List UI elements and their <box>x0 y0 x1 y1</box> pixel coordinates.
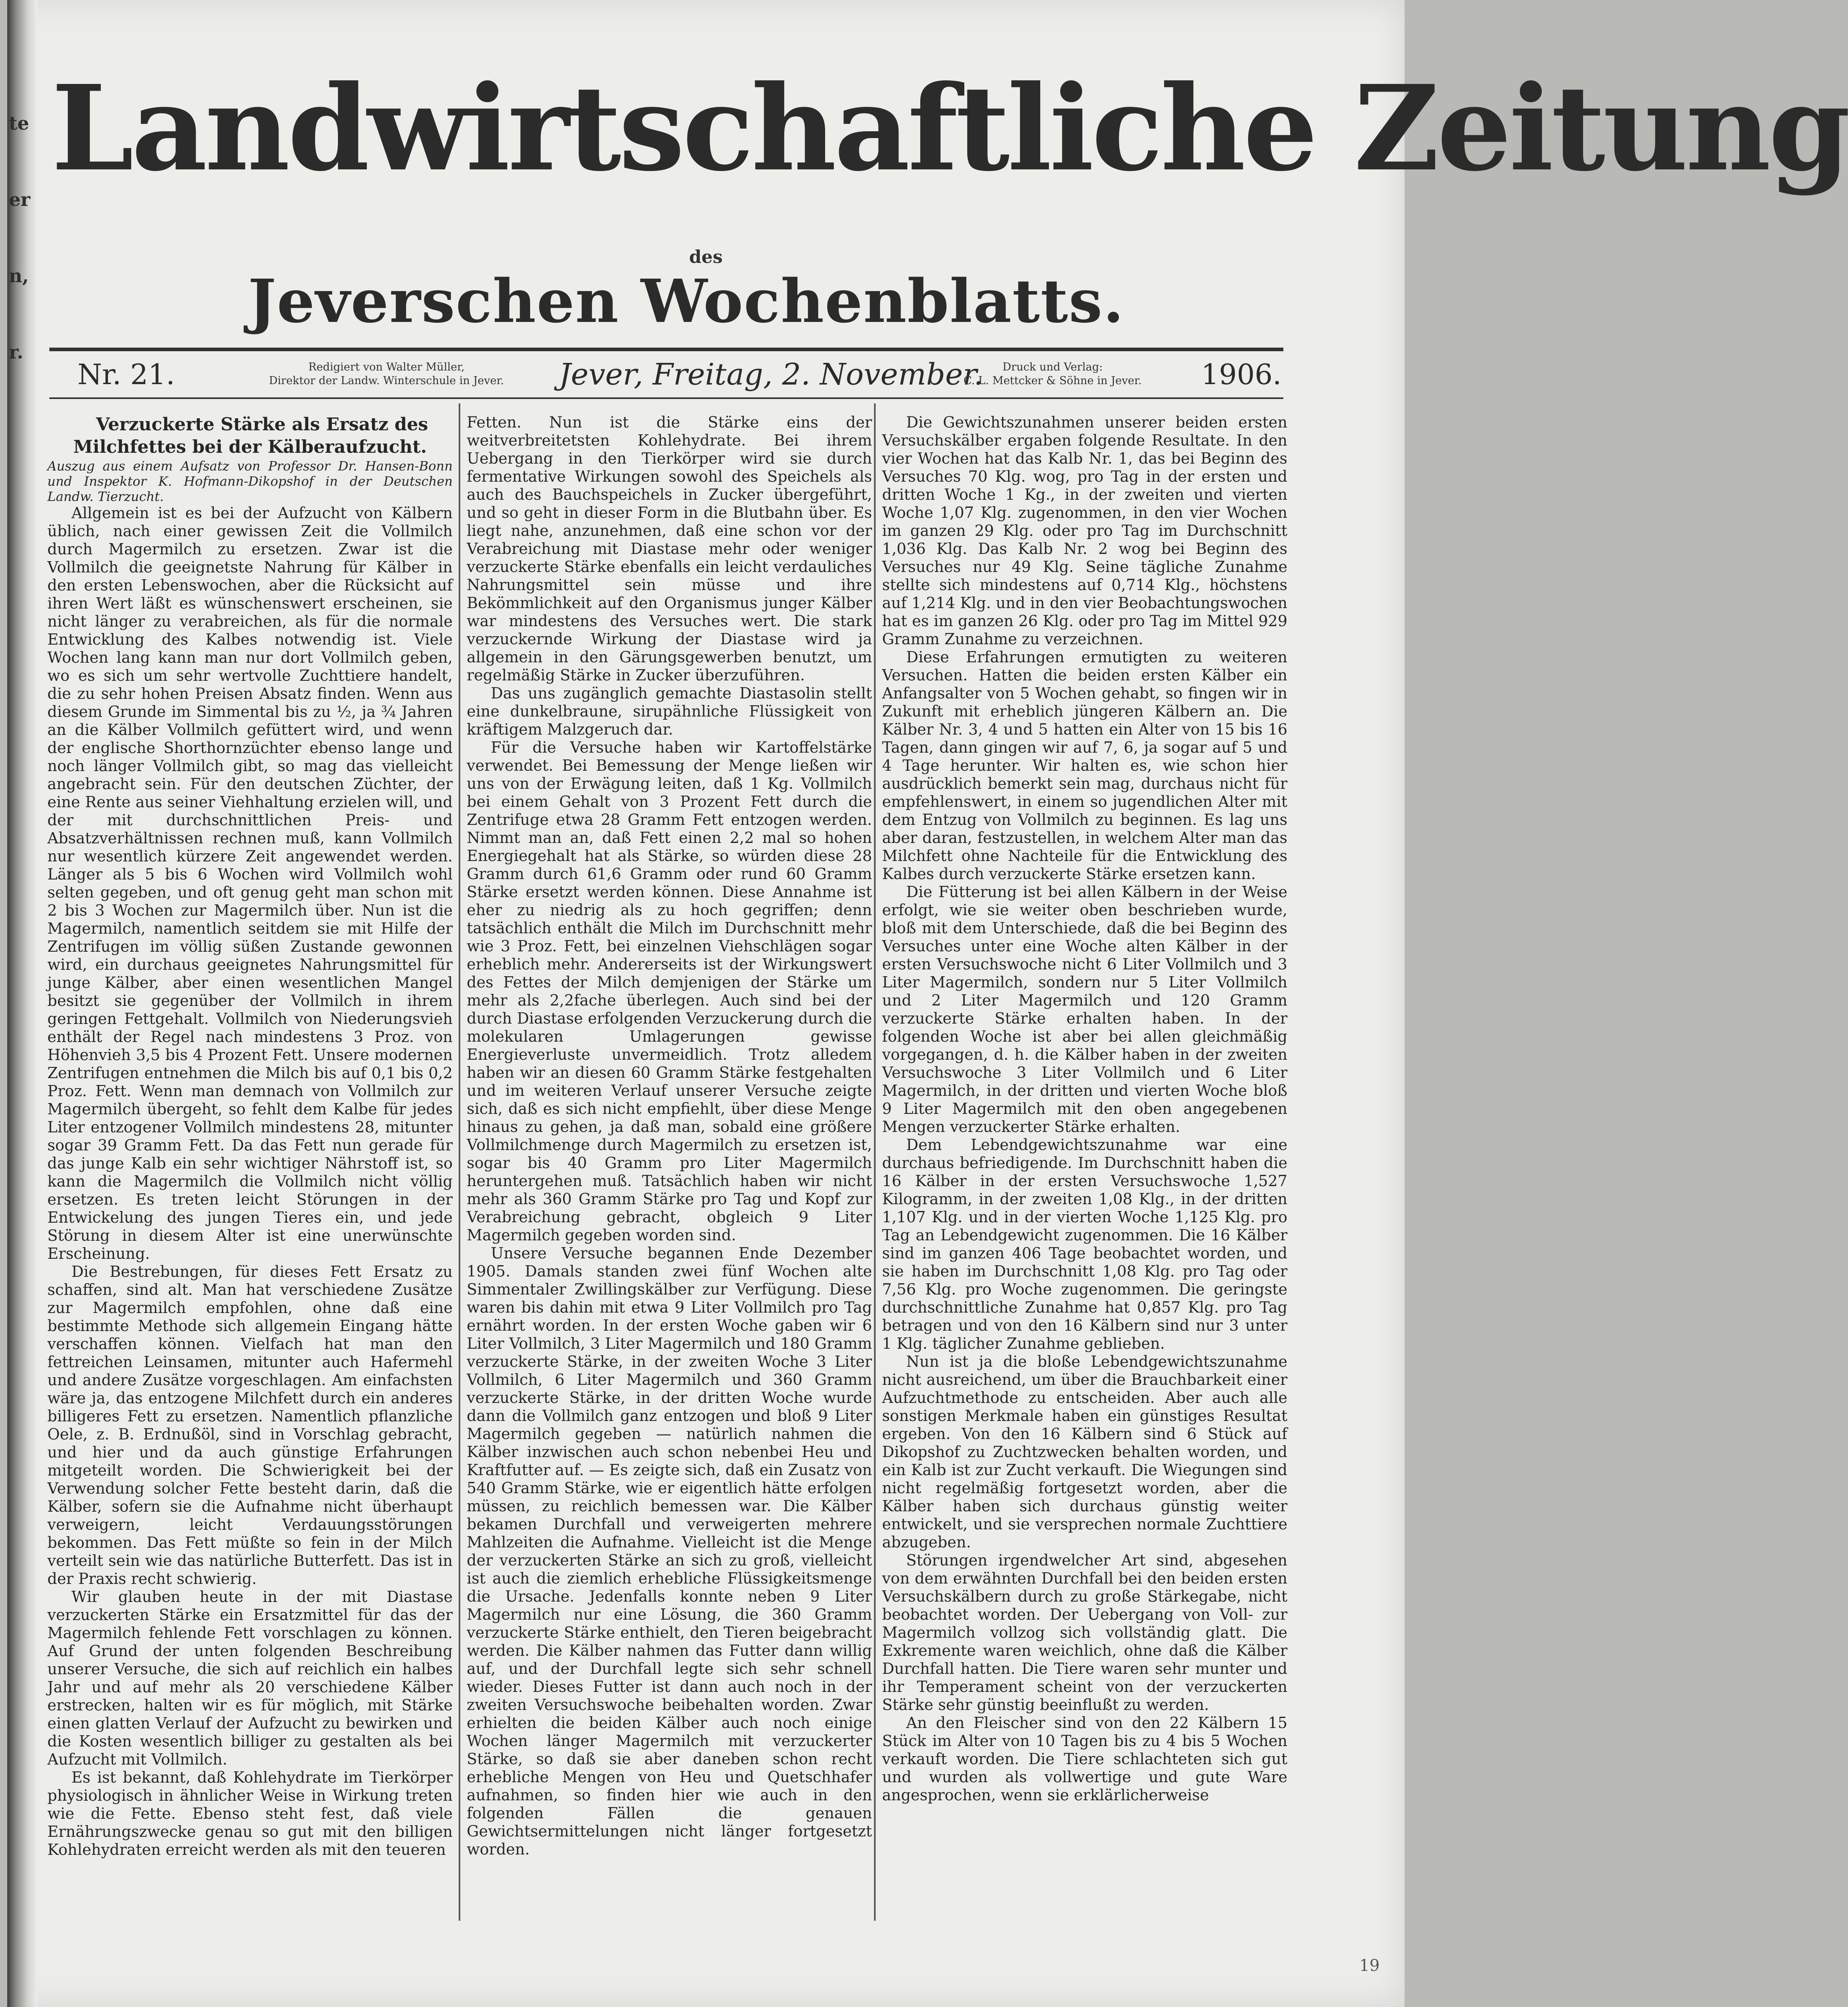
paragraph: Wir glauben heute in der mit Diastase verzuckerten Stärke ein Ersatzmittel für das der Magermilch fehlende Fett vorschlagen zu können. Auf Grund der unten folgenden Beschreibung unserer Versuche, die sich auf reichlich ein halbes Jahr und auf mehr als 20 verschiedene Kälber erstrecken, halten wir es für möglich, mit Stärke einen glatten Verlauf der Aufzucht zu bewirken und die Kosten wesentlich billiger zu gestalten als bei Aufzucht mit Vollmilch. <box>47 1588 453 1768</box>
column-2 <box>467 413 872 1927</box>
paragraph: An den Fleischer sind von den 22 Kälbern 15 Stück im Alter von 10 Tagen bis zu 4 bis 5 Wochen verkauft worden. Die Tiere schlachteten sich gut und wurden als vollwertige und gute Ware angesprochen, wenn sie erklärlicherweise <box>882 1714 1287 1804</box>
editor-credit <box>250 360 523 388</box>
paragraph: Die Bestrebungen, für dieses Fett Ersatz zu schaffen, sind alt. Man hat verschiedene Zusätze zur Magermilch empfohlen, ohne daß eine bestimmte Methode sich allgemein Eingang hätte verschaffen können. Vielfach hat man den fettreichen Leinsamen, mitunter auch Hafermehl und andere Zusätze vorgeschlagen. Am einfachsten wäre ja, das entzogene Milchfett durch ein anderes billigeres Fett zu ersetzen. Namentlich pflanzliche Oele, z. B. Erdnußöl, sind in Vorschlag gebracht, und hier und da auch günstige Erfahrungen mitgeteilt worden. Die Schwierigkeit bei der Verwendung solcher Fette besteht darin, daß die Kälber, sofern sie die Aufnahme nicht überhaupt verweigern, leicht Verdauungsstörungen bekommen. Das Fett müßte so fein in der Milch verteilt sein wie das natürliche Butterfett. Das ist in der Praxis recht schwierig. <box>47 1263 453 1588</box>
paragraph: Fetten. Nun ist die Stärke eins der weitverbreitetsten Kohlehydrate. Bei ihrem Uebergang in den Tierkörper wird sie durch fermentative Wirkungen sowohl des Speichels als auch des Bauchspeichels in Zucker übergeführt, und so geht in dieser Form in die Blutbahn über. Es liegt nahe, anzunehmen, daß eine schon vor der Verabreichung mit Diastase mehr oder weniger verzuckerte Stärke ebenfalls ein leicht verdauliches Nahrungsmittel sein müsse und ihre Bekömmlichkeit auf den Organismus junger Kälber war mindestens des Versuches wert. Die stark verzuckernde Wirkung der Diastase wird ja allgemein in den Gärungsgewerben benutzt, um regelmäßig Stärke in Zucker überzuführen. <box>467 413 872 684</box>
masthead-connector: des <box>689 247 723 267</box>
paragraph: Diese Erfahrungen ermutigten zu weiteren Versuchen. Hatten die beiden ersten Kälber ein Anfangsalter von 5 Wochen gehabt, so fingen wir in Zukunft mit erheblich jüngeren Kälbern an. Die Kälber Nr. 3, 4 und 5 hatten ein Alter von 15 bis 16 Tagen, dann gingen wir auf 7, 6, ja sogar auf 5 und 4 Tage herunter. Wir halten es, wie schon hier ausdrücklich bemerkt sein mag, durchaus nicht für empfehlenswert, in einem so jugendlichen Alter mit dem Entzug von Vollmilch zu beginnen. Es lag uns aber daran, festzustellen, in welchem Alter man das Milchfett ohne Nachteile für die Entwicklung des Kalbes durch verzuckerte Stärke ersetzen kann. <box>882 648 1287 883</box>
paragraph: Nun ist ja die bloße Lebendgewichtszunahme nicht ausreichend, um über die Brauchbarkeit einer Aufzuchtmethode zu entscheiden. Aber auch alle sonstigen Merkmale haben ein günstiges Resultat ergeben. Von den 16 Kälbern sind 6 Stück auf Dikopshof zu Zuchtzwecken behalten worden, und ein Kalb ist zur Zucht verkauft. Die Wiegungen sind nicht regelmäßig fortgesetzt worden, aber die Kälber haben sich durchaus günstig weiter entwickelt, und sie versprechen normale Zuchttiere abzugeben. <box>882 1353 1287 1551</box>
paragraph: Die Fütterung ist bei allen Kälbern in der Weise erfolgt, wie sie weiter oben beschrieben wurde, bloß mit dem Unterschiede, daß die bei Beginn des Versuches unter eine Woche alten Kälber in der ersten Versuchswoche nicht 6 Liter Vollmilch und 3 Liter Magermilch, sondern nur 5 Liter Vollmilch und 2 Liter Magermilch und 120 Gramm verzuckerte Stärke erhalten haben. In der folgenden Woche ist aber bei allen gleichmäßig vorgegangen, d. h. die Kälber haben in der zweiten Versuchswoche 3 Liter Vollmilch und 6 Liter Magermilch, in der dritten und vierten Woche bloß 9 Liter Magermilch mit den oben angegebenen Mengen verzuckerter Stärke erhalten. <box>882 883 1287 1136</box>
article-headline: Verzuckerte Stärke als Ersatz des Milchfettes bei der Kälberaufzucht. <box>73 414 428 457</box>
place-date: Jever, Freitag, 2. November. <box>559 357 983 392</box>
page-number: 19 <box>1359 1956 1380 1975</box>
edge-fragment: n, <box>9 265 29 287</box>
paragraph: Es ist bekannt, daß Kohlehydrate im Tierkörper physiologisch in ähnlicher Weise in Wirkung treten wie die Fette. Ebenso steht fest, daß viele Ernährungszwecke genau so gut mit den billigen Kohlehydraten erreicht werden als mit den teueren <box>47 1769 453 1858</box>
paragraph: Unsere Versuche begannen Ende Dezember 1905. Damals standen zwei fünf Wochen alte Simmentaler Zwillingskälber zur Verfügung. Diese waren bis dahin mit etwa 9 Liter Vollmilch pro Tag ernährt worden. In der ersten Woche gaben wir 6 Liter Vollmilch, 3 Liter Magermilch und 180 Gramm verzuckerte Stärke, in der zweiten Woche 3 Liter Vollmilch, 6 Liter Magermilch und 360 Gramm verzuckerte Stärke, in der dritten Woche wurde dann die Vollmilch ganz entzogen und bloß 9 Liter Magermilch gegeben — natürlich nahmen die Kälber inzwischen auch schon nebenbei Heu und Kraftfutter auf. — Es zeigte sich, daß ein Zusatz von 540 Gramm Stärke, wie er eigentlich hätte erfolgen müssen, zu reichlich bemessen war. Die Kälber bekamen Durchfall und verweigerten mehrere Mahlzeiten die Aufnahme. Vielleicht ist die Menge der verzuckerten Stärke an sich zu groß, vielleicht ist auch die ziemlich erhebliche Flüssigkeitsmenge die Ursache. Jedenfalls konnte neben 9 Liter Magermilch nur eine Lösung, die 360 Gramm verzuckerte Stärke enthielt, den Tieren beigebracht werden. Die Kälber nahmen das Futter dann willig auf, und der Durchfall legte sich sehr schnell wieder. Dieses Futter ist dann auch noch in der zweiten Versuchswoche beibehalten worden. Zwar erhielten die beiden Kälber auch noch einige Wochen länger Magermilch mit verzuckerter Stärke, so daß sie aber daneben schon recht erhebliche Mengen von Heu und Quetschhafer aufnahmen, so finden hier wie auch in den folgenden Fällen die genauen Gewichtsermittelungen nicht länger fortgesetzt worden. <box>467 1244 872 1858</box>
paragraph: Für die Versuche haben wir Kartoffelstärke verwendet. Bei Bemessung der Menge ließen wir uns von der Erwägung leiten, daß 1 Kg. Vollmilch bei einem Gehalt von 3 Prozent Fett durch die Zentrifuge etwa 28 Gramm Fett entzogen werden. Nimmt man an, daß Fett einen 2,2 mal so hohen Energiegehalt hat als Stärke, so würden diese 28 Gramm durch 61,6 Gramm oder rund 60 Gramm Stärke ersetzt werden können. Diese Annahme ist eher zu niedrig als zu hoch gegriffen; denn tatsächlich enthält die Milch im Durchschnitt mehr wie 3 Proz. Fett, bei einzelnen Viehschlägen sogar erheblich mehr. Andererseits ist der Wirkungswert des Fettes der Milch demjenigen der Stärke um mehr als 2,2fache überlegen. Auch sind bei der durch Diastase erfolgenden Verzuckerung durch die molekularen Umlagerungen gewisse Energieverluste unvermeidlich. Trotz alledem haben wir an diesen 60 Gramm Stärke festgehalten und im weiteren Verlauf unserer Versuche zeigte sich, daß es sich nicht empfiehlt, über diese Menge hinaus zu gehen, ja daß man, sobald eine größere Vollmilchmenge durch Magermilch zu ersetzen ist, sogar bis 40 Gramm pro Liter Magermilch heruntergehen muß. Tatsächlich haben wir nicht mehr als 360 Gramm Stärke pro Tag und Kopf zur Verabreichung gebracht, obgleich 9 Liter Magermilch gegeben worden sind. <box>467 739 872 1244</box>
editor-line: Direktor der Landw. Winterschule in Jever. <box>269 375 504 387</box>
paragraph: Allgemein ist es bei der Aufzucht von Kälbern üblich, nach einer gewissen Zeit die Vollmilch durch Magermilch zu ersetzen. Zwar ist die Vollmilch die geeignetste Nahrung für Kälber in den ersten Lebenswochen, aber die Rücksicht auf ihren Wert läßt es wünschenswert erscheinen, sie nicht länger zu verabreichen, als für die normale Entwicklung des Kalbes notwendig ist. Viele Wochen lang kann man nur dort Vollmilch geben, wo es sich um sehr wertvolle Zuchttiere handelt, die zu sehr hohen Preisen Absatz finden. Wenn aus diesem Grunde im Simmental bis zu ½, ja ¾ Jahren an die Kälber Vollmilch gefüttert wird, und wenn der englische Shorthornzüchter ebenso lange und noch länger Vollmilch gibt, so mag das vielleicht angebracht sein. Für den deutschen Züchter, der eine Rente aus seiner Viehhaltung erzielen will, und der mit durchschnittlichen Preis- und Absatzverhältnissen rechnen muß, kann Vollmilch nur wesentlich kürzere Zeit angewendet werden. Länger als 5 bis 6 Wochen wird Vollmilch wohl selten gegeben, und oft genug geht man schon mit 2 bis 3 Wochen zur Magermilch über. Nun ist die Magermilch, namentlich seitdem sie mit Hilfe der Zentrifugen im völlig süßen Zustande gewonnen wird, ein durchaus geeignetes Nahrungsmittel für junge Kälber, aber einen wesentlichen Mangel besitzt sie gegenüber der Vollmilch in ihrem geringen Fettgehalt. Vollmilch von Niederungsvieh enthält der Regel nach mindestens 3 Proz. von Höhenvieh 3,5 bis 4 Prozent Fett. Unsere modernen Zentrifugen entnehmen die Milch bis auf 0,1 bis 0,2 Proz. Fett. Wenn man demnach von Vollmilch zur Magermilch übergeht, so fehlt dem Kalbe für jedes Liter entzogener Vollmilch mindestens 28, mitunter sogar 39 Gramm Fett. Da das Fett nun gerade für das junge Kalb ein sehr wichtiger Nährstoff ist, so kann die Magermilch die Vollmilch nicht völlig ersetzen. Es treten leicht Störungen in der Entwickelung des jungen Tieres ein, und jede Störung in diesem Alter ist eine unerwünschte Erscheinung. <box>47 504 453 1262</box>
edge-fragment: r. <box>9 341 24 363</box>
column-3 <box>882 413 1287 1927</box>
issue-year: 1906. <box>1201 358 1282 391</box>
paragraph: Die Gewichtszunahmen unserer beiden ersten Versuchskälber ergaben folgende Resultate. In den vier Wochen hat das Kalb Nr. 1, das bei Beginn des Versuches 70 Klg. wog, pro Tag in der ersten und dritten Woche 1 Kg., in der zweiten und vierten Woche 1,07 Klg. zugenommen, in den vier Wochen im ganzen 29 Klg. oder pro Tag im Durchschnitt 1,036 Klg. Das Kalb Nr. 2 wog bei Beginn des Versuches nur 49 Klg. Seine tägliche Zunahme stellte sich mindestens auf 0,714 Klg., höchstens auf 1,214 Klg. und in den vier Beobachtungswochen hat es im ganzen 26 Klg. oder pro Tag im Mittel 929 Gramm Zunahme zu verzeichnen. <box>882 413 1287 648</box>
issue-info-line <box>49 355 1283 399</box>
printer-line: Druck und Verlag: <box>1002 361 1103 373</box>
masthead-rule-bottom <box>49 397 1283 399</box>
paragraph: Das uns zugänglich gemachte Diastasolin stellt eine dunkelbraune, sirupähnliche Flüssigkeit von kräftigem Malzgeruch dar. <box>467 684 872 738</box>
article-byline: Auszug aus einem Aufsatz von Professor Dr. Hansen-Bonn und Inspektor K. Hofmann-Dikopshof in der Deutschen Landw. Tierzucht. <box>47 458 453 504</box>
paragraph: Störungen irgendwelcher Art sind, abgesehen von dem erwähnten Durchfall bei den beiden ersten Versuchskälbern durch zu große Stärkegabe, nicht beobachtet worden. Der Uebergang von Voll- zur Magermilch vollzog sich vollständig glatt. Die Exkremente waren weichlich, ohne daß die Kälber Durchfall hatten. Die Tiere waren sehr munter und ihr Temperament scheint von der verzuckerten Stärke sehr günstig beeinflußt zu werden. <box>882 1551 1287 1714</box>
issue-number: Nr. 21. <box>77 358 175 391</box>
printer-line: C. L. Mettcker & Söhne in Jever. <box>963 375 1142 387</box>
edge-fragment: te <box>9 112 29 134</box>
edge-fragment: er <box>9 189 30 210</box>
editor-line: Redigiert von Walter Müller, <box>308 361 465 373</box>
column-divider <box>459 403 460 1921</box>
masthead-subtitle: Jeverschen Wochenblatts. <box>248 266 1125 336</box>
masthead-title: Landwirtschaftliche Zeitung <box>51 59 1848 197</box>
column-divider <box>874 403 876 1921</box>
column-1 <box>47 413 453 1927</box>
newspaper-page <box>7 0 1848 2007</box>
paragraph: Dem Lebendgewichtszunahme war eine durchaus befriedigende. Im Durchschnitt haben die 16 Kälber in der ersten Versuchswoche 1,527 Kilogramm, in der zweiten 1,08 Klg., in der dritten 1,107 Klg. und in der vierten Woche 1,125 Klg. pro Tag an Lebendgewicht zugenommen. Die 16 Kälber sind im ganzen 406 Tage beobachtet worden, und sie haben im Durchschnitt 1,08 Klg. pro Tag oder 7,56 Klg. pro Woche zugenommen. Die geringste durchschnittliche Zunahme hat 0,857 Klg. pro Tag betragen und von den 16 Kälbern sind nur 3 unter 1 Klg. täglicher Zunahme geblieben. <box>882 1136 1287 1352</box>
masthead-rule-top <box>49 348 1283 351</box>
printer-credit <box>928 360 1177 388</box>
